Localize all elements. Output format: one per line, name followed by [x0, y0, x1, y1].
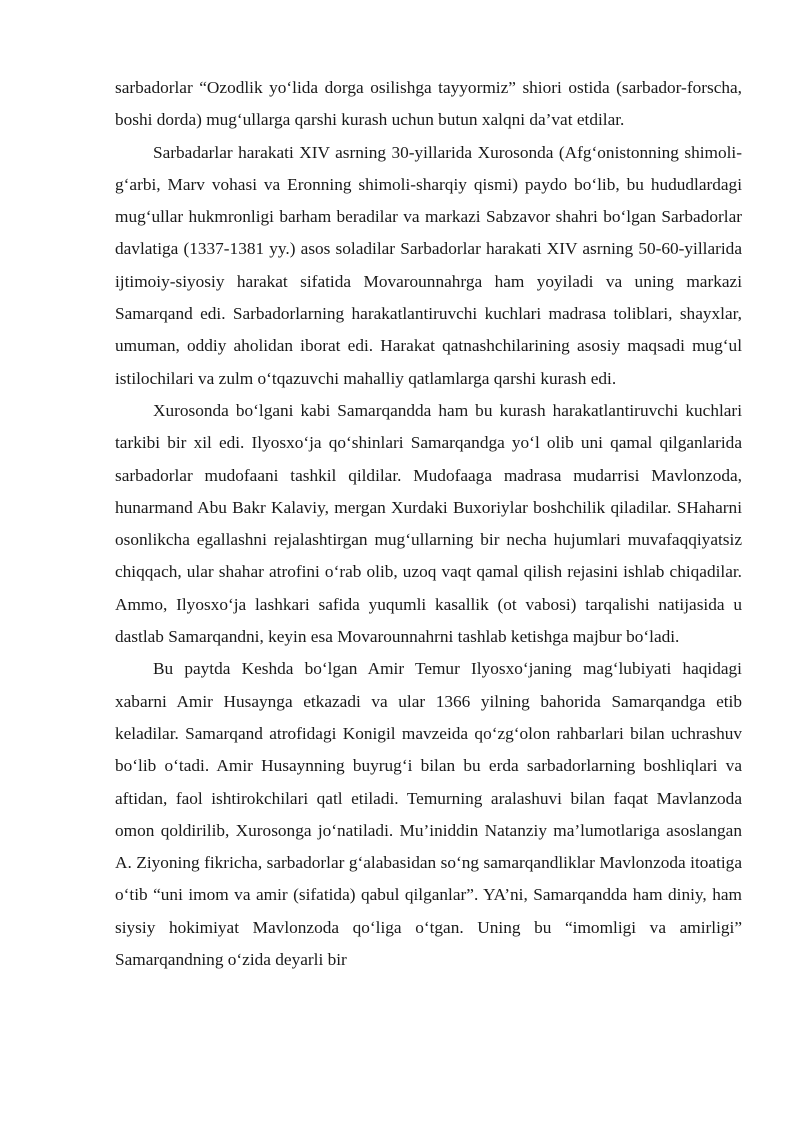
paragraph-continuation: sarbadorlar “Ozodlik yo‘lida dorga osilishga tayyormiz” shiori ostida (sarbador-forscha, boshi dorda) mug‘ullarga qarshi kurash uchun butun xalqni da’vat etdilar.	[115, 78, 742, 130]
paragraph-amir-temur: Bu paytda Keshda bo‘lgan Amir Temur Ilyosxo‘janing mag‘lubiyati haqidagi xabarni Amir Husaynga etkazadi va ular 1366 yilning bahorida Samarqandga etib keladilar. Samarqand atrofidagi Konigil mavzeida qo‘zg‘olon rahbarlari bilan uchrashuv bo‘lib o‘tadi. Amir Husaynning buyrug‘i bilan bu erda sarbadorlarning boshliqlari va aftidan, faol ishtirokchilari qatl etiladi. Temurning aralashuvi bilan faqat Mavlanzoda omon qoldirilib, Xurosonga jo‘natiladi. Mu’iniddin Natanziy ma’lumotlariga asoslangan A. Ziyoning fikricha, sarbadorlar g‘alabasidan so‘ng samarqandliklar Mavlonzoda itoatiga o‘tib “uni imom va amir (sifatida) qabul qilganlar”. YA’ni, Samarqandda ham diniy, ham siysiy hokimiyat Mavlonzoda qo‘liga o‘tgan. Uning bu “imomligi va amirligi” Samarqandning o‘zida deyarli bir	[115, 659, 742, 970]
paragraph-xurosonda: Xurosonda bo‘lgani kabi Samarqandda ham bu kurash harakatlantiruvchi kuchlari tarkibi bir xil edi. Ilyosxo‘ja qo‘shinlari Samarqandga yo‘l olib uni qamal qilganlarida sarbadorlar mudofaani tashkil qildilar. Mudofaaga madrasa mudarrisi Mavlonzoda, hunarmand Abu Bakr Kalaviy, mergan Xurdaki Buxoriylar boshchilik qiladilar. SHaharni osonlikcha egallashni rejalashtirgan mug‘ullarning bir necha hujumlari muvafaqqiyatsiz chiqqach, ular shahar atrofini o‘rab olib, uzoq vaqt qamal qilish rejasini ishlab chiqadilar. Ammo, Ilyosxo‘ja lashkari safida yuqumli kasallik (ot vabosi) tarqalishi natijasida u dastlab Samarqandni, keyin esa Movarounnahrni tashlab ketishga majbur bo‘ladi.	[115, 400, 742, 647]
paragraph-sarbadarlar-harakati: Sarbadarlar harakati XIV asrning 30-yillarida Xurosonda (Afg‘onistonning shimoli-g‘arbi, Marv vohasi va Eronning shimoli-sharqiy qismi) paydo bo‘lib, bu hududlardagi mug‘ullar hukmronligi barham beradilar va markazi Sabzavor shahri bo‘lgan Sarbadorlar davlatiga (1337-1381 yy.) asos soladilar Sarbadorlar harakati XIV asrning 50-60-yillarida ijtimoiy-siyosiy harakat sifatida Movarounnahrga ham yoyiladi va uning markazi Samarqand edi. Sarbadorlarning harakatlantiruvchi kuchlari madrasa toliblari, shayxlar, umuman, oddiy aholidan iborat edi. Harakat qatnashchilarining asosiy maqsadi mug‘ul istilochilari va zulm o‘tqazuvchi mahalliy qatlamlarga qarshi kurash edi.	[115, 142, 742, 388]
document-page	[115, 72, 742, 976]
